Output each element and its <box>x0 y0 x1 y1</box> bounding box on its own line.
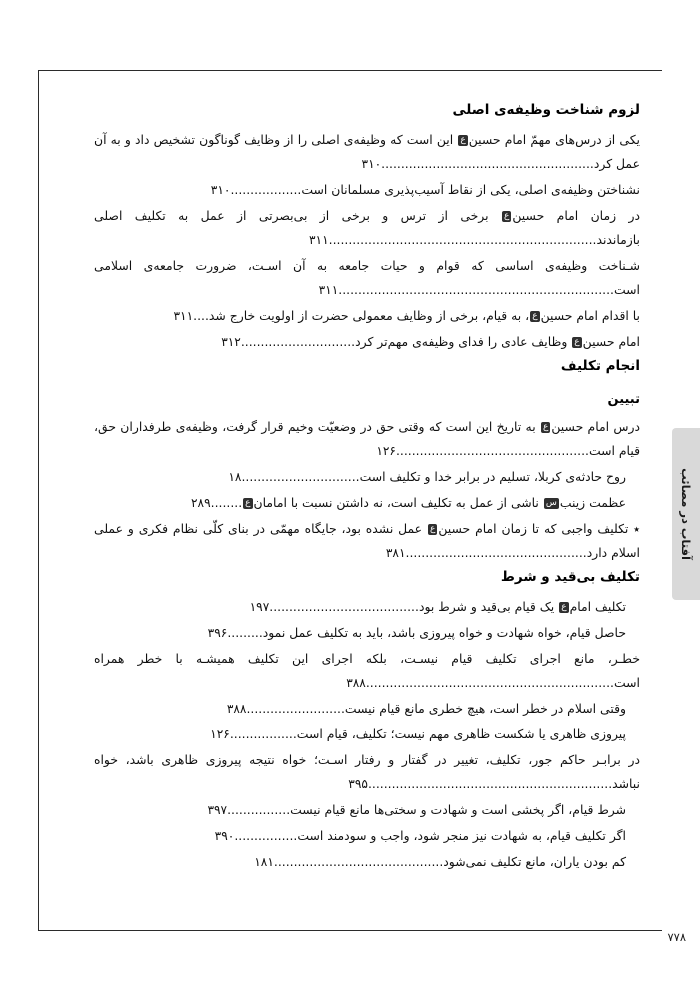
section-heading: انجام تکلیف <box>560 357 640 374</box>
index-entry-text: خطـر، مانع اجرای تکلیف قیام نیسـت، بلکه اجرای این تکلیف همیشـه با خطر همراه است <box>94 650 640 690</box>
leader-dots: ................................................. <box>395 443 589 459</box>
index-entry-text: در برابـر حاکم جور، تکلیف، تغییر در گفتار و رفتار اسـت؛ خواه نتیجه پیروزی ظاهری باشد، خواه نباشد <box>94 752 640 792</box>
side-tab-label: آفتاب در مصائب <box>679 468 693 560</box>
index-entry-text: وقتی اسلام در خطر است، هیچ خطری مانع قیام نیست <box>344 700 626 716</box>
index-entry-page: ۳۸۱ <box>385 545 406 560</box>
index-entry-text: شـناخت وظیفه‌ی اساسی که قوام و حیات جامعه به آن اسـت، ضرورت جامعه‌ی اسلامی است <box>94 257 640 298</box>
index-entry-text: یکی از درس‌های مهمّ امام حسینع این است که وظیفه‌ی اصلی را از وظایف گوناگون تشخیص داد و به آن عمل کرد <box>94 132 640 172</box>
index-entry-page: ۳۱۰ <box>361 157 382 172</box>
leader-dots: ...................................................... <box>381 156 594 172</box>
leader-dots: ........................................... <box>273 853 444 869</box>
honorific-glyph: ع <box>574 336 580 347</box>
index-entry[interactable] <box>94 415 640 464</box>
leader-dots: ......... <box>227 624 263 640</box>
leader-dots: .............................................. <box>405 544 587 560</box>
index-entry-page: ۳۹۶ <box>207 625 228 640</box>
index-entry-page: ۳۹۰ <box>214 828 235 843</box>
index-entry-page: ۲۸۹ <box>191 496 211 510</box>
index-entry-page: ۱۸ <box>228 470 242 485</box>
index-entry-text: اگر تکلیف قیام، به شهادت نیز منجر شود، واجب و سودمند است <box>297 827 626 843</box>
index-entry-text: حاصل قیام، خواه شهادت و خواه پیروزی باشد، باید به تکلیف عمل نمود <box>262 624 626 640</box>
index-entry-page: ۳۱۱ <box>309 233 329 248</box>
page-border-bottom <box>38 930 662 931</box>
leader-dots: ................ <box>227 802 291 818</box>
index-entry-page: ۱۲۶ <box>210 727 230 742</box>
honorific-glyph: ع <box>504 211 510 221</box>
section-heading: لزوم شناخت وظیفه‌ی اصلی <box>452 102 640 118</box>
index-entry-text: شرط قیام، اگر پخشی است و شهادت و سختی‌ها مانع قیام نیست <box>290 802 626 818</box>
index-entry-text: عظمت زینبس ناشی از عمل به تکلیف است، نه داشتن نسبت با امامانع <box>245 495 626 510</box>
index-entry-page: ۳۱۲ <box>221 334 241 349</box>
index-entry[interactable] <box>94 697 640 722</box>
leader-dots: .............................. <box>241 469 360 485</box>
leader-dots: ................. <box>229 726 297 742</box>
honorific-glyph: ع <box>561 602 567 612</box>
index-entry-page: ۳۸۸ <box>346 675 366 690</box>
index-entry[interactable] <box>94 304 640 329</box>
leader-dots: .................................................................... <box>328 232 597 248</box>
index-entry[interactable] <box>94 798 640 823</box>
index-entry-text: نشناختن وظیفه‌ی اصلی، یکی از نقاط آسیب‌پذیری مسلمانان است <box>301 182 640 198</box>
section-heading: تبیین <box>607 391 640 407</box>
index-entry-text: کم بودن یاران، مانع تکلیف نمی‌شود <box>443 853 626 869</box>
index-entry[interactable] <box>94 647 640 696</box>
index-entry[interactable] <box>94 595 640 620</box>
index-entry-page: ۳۱۱ <box>173 308 194 323</box>
leader-dots: ...................................... <box>269 599 419 614</box>
leader-dots: .............................................................. <box>367 776 613 792</box>
page-border-top <box>38 70 662 71</box>
index-entry-page: ۳۱۱ <box>318 283 339 298</box>
index-entry-text: با اقدام امام حسینع، به قیام، برخی از وظایف معمولی حضرت از اولویت خارج شد <box>208 307 640 323</box>
index-entry[interactable] <box>94 128 640 177</box>
index-entry-text: درس امام حسینع به تاریخ این است که وقتی حق در وضعیّت وخیم قرار گرفت، وظیفه‌ی طرفداران حق، قیام است <box>94 419 640 459</box>
honorific-glyph: ع <box>245 498 251 508</box>
index-entry[interactable] <box>94 465 640 490</box>
index-entry-text: امام حسینع وظایف عادی را فدای وظیفه‌ی مهم‌تر کرد <box>355 333 640 349</box>
page-border-left <box>38 70 39 930</box>
index-entry[interactable] <box>94 850 640 875</box>
honorific-glyph: ع <box>460 135 466 146</box>
honorific-glyph: ع <box>429 523 436 534</box>
index-entry-page: ۳۹۵ <box>348 777 368 792</box>
index-entry-text: در زمان امام حسینع برخی از ترس و برخی از بی‌بصرتی از عمل به تکلیف اصلی بازماندند <box>94 208 640 248</box>
index-entry[interactable] <box>94 491 640 516</box>
honorific-glyph: س <box>545 498 557 508</box>
leader-dots: ................ <box>234 827 298 843</box>
index-entry-page: ۳۹۷ <box>207 803 228 818</box>
index-entry-text: پیروزی ظاهری یا شکست ظاهری مهم نیست؛ تکلیف، قیام است <box>296 726 626 742</box>
index-entry-page: ۳۱۰ <box>210 183 231 198</box>
leader-dots: .................. <box>230 182 302 198</box>
index-entry[interactable] <box>94 824 640 849</box>
leader-dots: ......................... <box>246 700 345 716</box>
leader-dots: ............................. <box>240 333 356 349</box>
index-entry[interactable] <box>94 178 640 203</box>
index-entry-page: ۱۸۱ <box>254 854 274 869</box>
honorific-glyph: ع <box>532 310 538 321</box>
index-entry[interactable] <box>94 254 640 303</box>
leader-dots: ........ <box>210 495 243 510</box>
side-tab <box>672 428 700 600</box>
index-entry[interactable] <box>94 722 640 747</box>
index-entry-text: ٭ تکلیف واجبی که تا زمان امام حسینع عمل نشده بود، جایگاه مهمّی در بنای کلّی نظام فکری و عملی اسلام دارد <box>94 520 640 560</box>
leader-dots: ............................................................... <box>365 674 614 690</box>
index-entry-page: ۱۹۷ <box>249 600 270 614</box>
index-entry-page: ۱۲۶ <box>376 444 396 459</box>
index-entry-page: ۳۸۸ <box>226 701 247 716</box>
index-entry[interactable] <box>94 204 640 253</box>
page-number: ۷۷۸ <box>667 930 686 944</box>
index-content <box>94 100 640 875</box>
section-heading: تکلیف بی‌قید و شرط <box>500 568 640 585</box>
leader-dots: .... <box>193 307 209 323</box>
index-entry-text: تکلیف امامع یک قیام بی‌قید و شرط بود <box>418 599 626 614</box>
index-entry[interactable] <box>94 517 640 566</box>
index-entry-text: روح حادثه‌ی کربلا، تسلیم در برابر خدا و تکلیف است <box>359 469 626 485</box>
index-entry[interactable] <box>94 748 640 797</box>
leader-dots: ...................................................................... <box>338 282 614 298</box>
index-entry[interactable] <box>94 330 640 355</box>
index-entry[interactable] <box>94 621 640 646</box>
honorific-glyph: ع <box>542 422 549 433</box>
